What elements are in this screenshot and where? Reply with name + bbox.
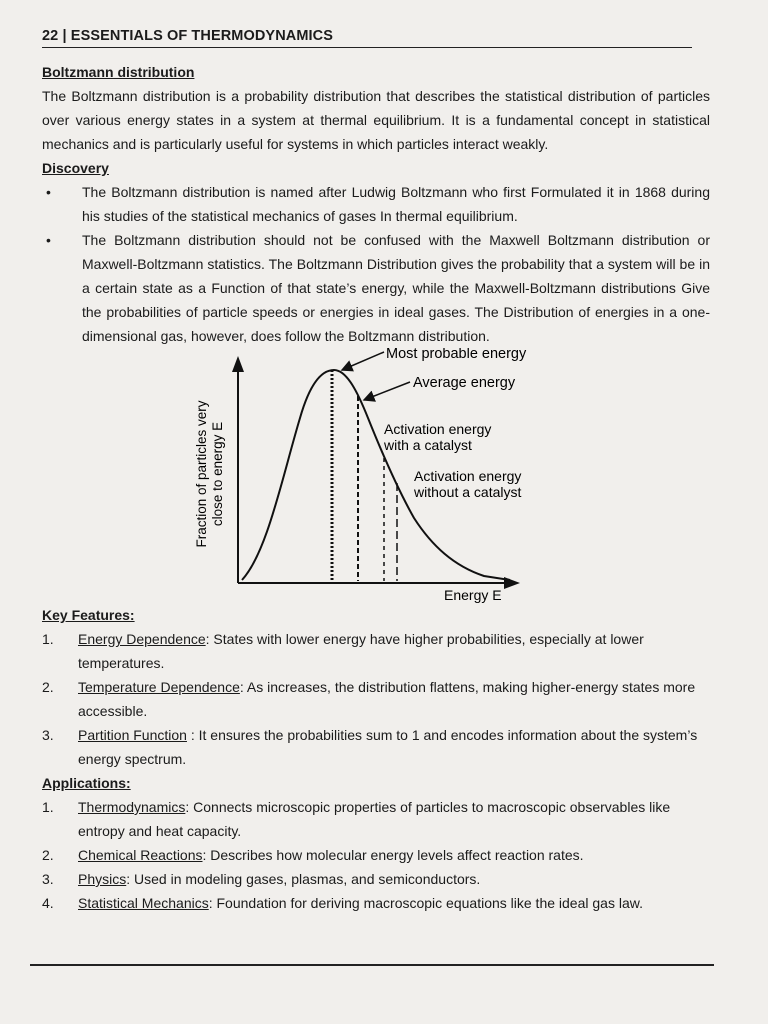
section-heading-applications: Applications:: [42, 775, 131, 791]
intro-paragraph: The Boltzmann distribution is a probability distribution that describes the statistical distribution of particles over various energy states in a system at thermal equilibrium. It is a fundamental concept in statistical mechanics and is particularly useful for systems in which particles interact weakly.: [42, 88, 710, 152]
application-term: Physics: [78, 871, 127, 887]
application-text: : Foundation for deriving macroscopic equations like the ideal gas law.: [208, 895, 643, 911]
feature-term: Temperature Dependence: [78, 679, 240, 695]
section-heading-discovery: Discovery: [42, 160, 109, 176]
activation-without-label-2: without a catalyst: [414, 484, 522, 500]
application-term: Chemical Reactions: [78, 847, 203, 863]
average-pointer: [364, 382, 410, 400]
most-probable-label: Most probable energy: [386, 348, 527, 362]
y-axis-label-2: close to energy E: [210, 421, 225, 527]
discovery-list: [42, 180, 710, 348]
application-text: : Used in modeling gases, plasmas, and semiconductors.: [126, 871, 481, 887]
y-axis-arrow: [232, 356, 244, 372]
book-title: ESSENTIALS OF THERMODYNAMICS: [70, 28, 333, 44]
feature-text: : States with lower energy have higher probabilities, especially at lower temperatures.: [78, 631, 644, 671]
feature-term: Partition Function: [78, 727, 187, 743]
feature-text: : As increases, the distribution flattens, making higher-energy states more accessible.: [78, 679, 696, 719]
item-number: 1.: [42, 631, 54, 647]
average-energy-label: Average energy: [413, 375, 516, 391]
application-term: Thermodynamics: [78, 799, 186, 815]
key-feature-item: [42, 627, 710, 675]
key-feature-item: [42, 723, 710, 771]
item-number: 2.: [42, 679, 54, 695]
activation-without-label-1: Activation energy: [414, 468, 522, 484]
page-header: [42, 28, 333, 44]
activation-with-label-2: with a catalyst: [384, 437, 472, 453]
footer-rule: [30, 964, 714, 966]
header-separator: |: [62, 28, 67, 44]
x-axis-label: Energy E: [444, 587, 502, 603]
application-text: : Connects microscopic properties of particles to macroscopic observables like entropy and heat capacity.: [78, 799, 671, 839]
key-feature-item: [42, 675, 710, 723]
application-item: [42, 891, 710, 915]
section-heading-key-features: Key Features:: [42, 607, 135, 623]
boltzmann-diagram: [192, 348, 752, 603]
header-rule: [42, 47, 692, 48]
page-content: [42, 60, 710, 915]
feature-text: : It ensures the probabilities sum to 1 and encodes information about the system’s energy spectrum.: [78, 727, 698, 767]
discovery-bullet-1: • The Boltzmann distribution is named after Ludwig Boltzmann who first Formulated it in 1868 during his studies of the statistical mechanics of gases In thermal equilibrium.: [42, 180, 710, 228]
feature-term: Energy Dependence: [78, 631, 206, 647]
y-axis-label-1: Fraction of particles very: [194, 400, 209, 548]
activation-with-label-1: Activation energy: [384, 421, 492, 437]
application-term: Statistical Mechanics: [78, 895, 209, 911]
item-number: 4.: [42, 895, 54, 911]
item-number: 2.: [42, 847, 54, 863]
key-features-list: [42, 627, 710, 771]
most-probable-pointer: [342, 352, 384, 370]
item-number: 3.: [42, 871, 54, 887]
boltzmann-figure: [192, 348, 752, 603]
section-heading-boltzmann: Boltzmann distribution: [42, 64, 195, 80]
application-item: [42, 843, 710, 867]
applications-list: [42, 795, 710, 915]
page-number: 22: [42, 28, 59, 44]
application-item: [42, 867, 710, 891]
item-number: 1.: [42, 799, 54, 815]
item-number: 3.: [42, 727, 54, 743]
application-text: : Describes how molecular energy levels affect reaction rates.: [202, 847, 584, 863]
application-item: [42, 795, 710, 843]
discovery-bullet-2: • The Boltzmann distribution should not be confused with the Maxwell Boltzmann distribution or Maxwell-Boltzmann statistics. The Boltzmann Distribution gives the probability that a system will be in a certain state as a Function of that state’s energy, while the Maxwell-Boltzmann distributions Give the probabilities of particle speeds or energies in ideal gases. The Distribution of energies in a one-dimensional gas, however, does follow the Boltzmann distribution.: [42, 228, 710, 348]
